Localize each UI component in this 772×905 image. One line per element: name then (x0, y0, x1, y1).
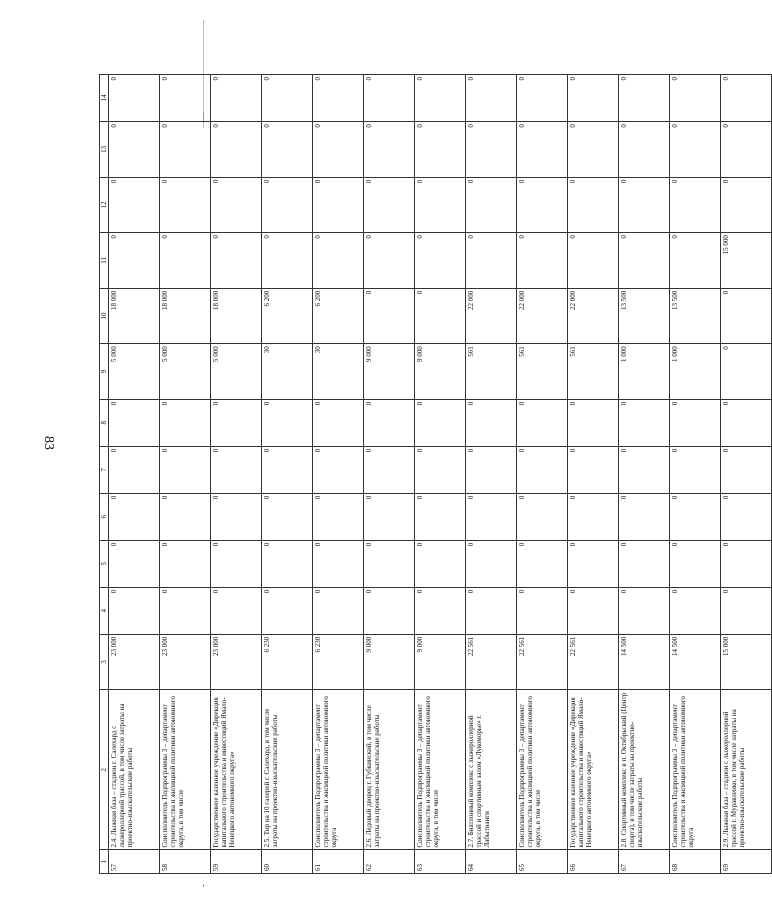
value-cell: 0 (619, 446, 670, 493)
row-name-cell: 2.8. Спортивный комплекс в п. Октябрьский (Центр спорта), в том числе затраты на проектно-изыскательские работы (619, 690, 670, 850)
value-cell: 0 (619, 540, 670, 587)
value-cell: 0 (262, 446, 313, 493)
value-cell: 0 (466, 587, 517, 634)
value-cell: 22 000 (568, 288, 619, 344)
row-number-cell: 62 (364, 850, 415, 874)
value-cell: 0 (568, 399, 619, 446)
value-cell: 0 (211, 75, 262, 122)
row-name-cell: Государственное казенное учреждение «Дирекция капитального строительства и инвестиций Ямало-Ненецкого автономного округа» (211, 690, 262, 850)
value-cell: 18 000 (160, 288, 211, 344)
value-cell: 561 (517, 344, 568, 400)
value-cell: 6 230 (313, 634, 364, 690)
row-number-cell: 66 (568, 850, 619, 874)
value-cell: 0 (466, 75, 517, 122)
value-cell: 0 (415, 288, 466, 344)
value-cell: 0 (721, 344, 772, 400)
value-cell: 0 (313, 75, 364, 122)
value-cell: 0 (313, 177, 364, 233)
value-cell: 0 (313, 122, 364, 178)
value-cell: 0 (160, 233, 211, 289)
row-name-cell: 2.6. Ледовый дворец г. Губкинский, в том числе затраты на проектно-изыскательские работы (364, 690, 415, 850)
column-number-row (100, 75, 109, 874)
value-cell: 0 (415, 177, 466, 233)
value-cell: 0 (109, 493, 160, 540)
value-cell: 0 (670, 493, 721, 540)
scan-dot-mark (203, 884, 204, 887)
row-number-cell: 57 (109, 850, 160, 874)
value-cell: 15 000 (721, 233, 772, 289)
row-number-cell: 64 (466, 850, 517, 874)
row-name-cell: Соисполнитель Подпрограммы 3 – департамент строительства и жилищной политики автономного округа, в том числе (160, 690, 211, 850)
value-cell: 22 000 (466, 288, 517, 344)
value-cell: 0 (670, 177, 721, 233)
value-cell: 0 (415, 399, 466, 446)
table-row (568, 75, 619, 874)
value-cell: 18 000 (211, 288, 262, 344)
value-cell: 0 (262, 122, 313, 178)
value-cell: 30 (262, 344, 313, 400)
value-cell: 0 (109, 233, 160, 289)
value-cell: 0 (262, 75, 313, 122)
value-cell: 0 (721, 540, 772, 587)
column-number-cell: 11 (100, 233, 109, 289)
value-cell: 0 (670, 399, 721, 446)
value-cell: 0 (160, 122, 211, 178)
value-cell: 0 (313, 587, 364, 634)
value-cell: 0 (109, 399, 160, 446)
value-cell: 0 (721, 587, 772, 634)
value-cell: 22 000 (517, 288, 568, 344)
value-cell: 0 (364, 177, 415, 233)
table-row (670, 75, 721, 874)
value-cell: 1 000 (670, 344, 721, 400)
value-cell: 0 (109, 540, 160, 587)
value-cell: 5 000 (109, 344, 160, 400)
value-cell: 6 200 (313, 288, 364, 344)
value-cell: 0 (262, 493, 313, 540)
column-number-cell: 8 (100, 399, 109, 446)
value-cell: 0 (517, 587, 568, 634)
column-number-cell: 2 (100, 690, 109, 850)
value-cell: 0 (670, 233, 721, 289)
value-cell: 0 (262, 177, 313, 233)
table-row (517, 75, 568, 874)
value-cell: 0 (619, 587, 670, 634)
value-cell: 5 000 (160, 344, 211, 400)
value-cell: 0 (517, 540, 568, 587)
budget-table (99, 74, 772, 874)
value-cell: 561 (466, 344, 517, 400)
value-cell: 0 (415, 75, 466, 122)
value-cell: 0 (160, 587, 211, 634)
value-cell: 14 500 (670, 634, 721, 690)
value-cell: 0 (568, 75, 619, 122)
value-cell: 9 000 (364, 634, 415, 690)
value-cell: 0 (364, 233, 415, 289)
value-cell: 0 (415, 446, 466, 493)
value-cell: 6 230 (262, 634, 313, 690)
value-cell: 0 (619, 177, 670, 233)
value-cell: 0 (568, 493, 619, 540)
value-cell: 0 (211, 122, 262, 178)
row-name-cell: 2.4. Лыжная база – стадион г. Салехард с лыжероллерной трассой, в том числе затраты на проектно-изыскательские работы (109, 690, 160, 850)
value-cell: 0 (517, 493, 568, 540)
value-cell: 0 (313, 399, 364, 446)
value-cell: 0 (517, 177, 568, 233)
row-number-cell: 68 (670, 850, 721, 874)
value-cell: 0 (517, 399, 568, 446)
value-cell: 0 (160, 75, 211, 122)
value-cell: 0 (313, 540, 364, 587)
value-cell: 23 000 (211, 634, 262, 690)
value-cell: 0 (313, 493, 364, 540)
value-cell: 0 (568, 540, 619, 587)
table-row (262, 75, 313, 874)
value-cell: 0 (415, 233, 466, 289)
value-cell: 0 (364, 446, 415, 493)
value-cell: 0 (619, 493, 670, 540)
value-cell: 0 (211, 399, 262, 446)
row-number-cell: 65 (517, 850, 568, 874)
column-number-cell: 10 (100, 288, 109, 344)
value-cell: 0 (568, 587, 619, 634)
value-cell: 0 (109, 75, 160, 122)
value-cell: 0 (721, 493, 772, 540)
row-number-cell: 60 (262, 850, 313, 874)
value-cell: 13 500 (619, 288, 670, 344)
value-cell: 0 (415, 493, 466, 540)
value-cell: 0 (568, 233, 619, 289)
value-cell: 0 (670, 540, 721, 587)
value-cell: 0 (364, 122, 415, 178)
value-cell: 30 (313, 344, 364, 400)
value-cell: 0 (568, 177, 619, 233)
value-cell: 0 (721, 122, 772, 178)
value-cell: 0 (109, 177, 160, 233)
value-cell: 0 (721, 177, 772, 233)
value-cell: 0 (364, 75, 415, 122)
column-number-cell: 12 (100, 177, 109, 233)
table-row (364, 75, 415, 874)
row-name-cell: Государственное казенное учреждение «Дирекция капитального строительства и инвестиций Ямало-Ненецкого автономного округа» (568, 690, 619, 850)
value-cell: 0 (466, 233, 517, 289)
value-cell: 0 (160, 446, 211, 493)
value-cell: 9 000 (415, 634, 466, 690)
value-cell: 0 (670, 75, 721, 122)
row-number-cell: 67 (619, 850, 670, 874)
value-cell: 0 (619, 122, 670, 178)
row-name-cell: 2.5. Тир на 10 галерей г. Салехард, в том числе затраты на проектно-изыскательские работы (262, 690, 313, 850)
value-cell: 1 000 (619, 344, 670, 400)
column-number-cell: 7 (100, 446, 109, 493)
value-cell: 15 000 (721, 634, 772, 690)
value-cell: 0 (211, 540, 262, 587)
column-number-cell: 4 (100, 587, 109, 634)
table-row (466, 75, 517, 874)
column-number-cell: 14 (100, 75, 109, 122)
value-cell: 0 (313, 446, 364, 493)
column-number-cell: 1 (100, 850, 109, 874)
value-cell: 0 (364, 399, 415, 446)
value-cell: 22 561 (466, 634, 517, 690)
page-number: 83 (41, 436, 56, 450)
value-cell: 0 (517, 75, 568, 122)
value-cell: 0 (364, 540, 415, 587)
value-cell: 5 000 (211, 344, 262, 400)
value-cell: 0 (211, 493, 262, 540)
table-row (109, 75, 160, 874)
value-cell: 0 (466, 122, 517, 178)
column-number-cell: 6 (100, 493, 109, 540)
value-cell: 0 (109, 587, 160, 634)
value-cell: 0 (160, 493, 211, 540)
value-cell: 0 (619, 233, 670, 289)
value-cell: 0 (109, 122, 160, 178)
row-number-cell: 69 (721, 850, 772, 874)
value-cell: 0 (313, 233, 364, 289)
value-cell: 0 (517, 122, 568, 178)
column-number-cell: 3 (100, 634, 109, 690)
value-cell: 0 (670, 446, 721, 493)
value-cell: 0 (619, 399, 670, 446)
table-row (619, 75, 670, 874)
column-number-cell: 5 (100, 540, 109, 587)
row-name-cell: Соисполнитель Подпрограммы 3 – департамент строительства и жилищной политики автономного округа (670, 690, 721, 850)
value-cell: 0 (262, 233, 313, 289)
table-row (415, 75, 466, 874)
value-cell: 0 (670, 587, 721, 634)
value-cell: 0 (364, 288, 415, 344)
value-cell: 0 (211, 233, 262, 289)
value-cell: 0 (517, 233, 568, 289)
value-cell: 0 (721, 446, 772, 493)
table-row (211, 75, 262, 874)
value-cell: 0 (466, 177, 517, 233)
value-cell: 0 (160, 540, 211, 587)
value-cell: 13 500 (670, 288, 721, 344)
value-cell: 0 (466, 540, 517, 587)
row-name-cell: Соисполнитель Подпрограммы 3 – департамент строительства и жилищной политики автономного округа, в том числе (415, 690, 466, 850)
value-cell: 23 000 (109, 634, 160, 690)
value-cell: 0 (415, 587, 466, 634)
value-cell: 0 (466, 446, 517, 493)
value-cell: 0 (109, 446, 160, 493)
value-cell: 0 (262, 540, 313, 587)
value-cell: 23 000 (160, 634, 211, 690)
value-cell: 14 500 (619, 634, 670, 690)
value-cell: 18 000 (109, 288, 160, 344)
value-cell: 9 000 (415, 344, 466, 400)
value-cell: 0 (721, 399, 772, 446)
value-cell: 0 (670, 122, 721, 178)
value-cell: 0 (568, 122, 619, 178)
value-cell: 0 (517, 446, 568, 493)
table-row (721, 75, 772, 874)
value-cell: 561 (568, 344, 619, 400)
row-number-cell: 58 (160, 850, 211, 874)
value-cell: 0 (364, 587, 415, 634)
row-number-cell: 63 (415, 850, 466, 874)
value-cell: 22 561 (517, 634, 568, 690)
value-cell: 0 (211, 587, 262, 634)
row-number-cell: 61 (313, 850, 364, 874)
table-row (160, 75, 211, 874)
value-cell: 9 000 (364, 344, 415, 400)
column-number-cell: 13 (100, 122, 109, 178)
value-cell: 22 561 (568, 634, 619, 690)
table-row (313, 75, 364, 874)
value-cell: 0 (721, 75, 772, 122)
value-cell: 0 (721, 288, 772, 344)
row-name-cell: 2.9. Лыжная база – стадион с лыжероллерной трассой г. Муравленко, в том числе затраты на проектно-изыскательские работы (721, 690, 772, 850)
value-cell: 0 (619, 75, 670, 122)
value-cell: 0 (568, 446, 619, 493)
rotated-table-container (99, 74, 772, 874)
value-cell: 0 (211, 177, 262, 233)
row-name-cell: 2.7. Биатлонный комплекс с лыжероллерной трассой и спортивным залом «Лукоморье» г. Лабытнанги (466, 690, 517, 850)
value-cell: 0 (364, 493, 415, 540)
value-cell: 0 (160, 399, 211, 446)
row-name-cell: Соисполнитель Подпрограммы 3 – департамент строительства и жилищной политики автономного округа (313, 690, 364, 850)
value-cell: 0 (415, 122, 466, 178)
value-cell: 0 (262, 399, 313, 446)
value-cell: 0 (466, 493, 517, 540)
value-cell: 0 (415, 540, 466, 587)
value-cell: 0 (211, 446, 262, 493)
row-number-cell: 59 (211, 850, 262, 874)
value-cell: 0 (160, 177, 211, 233)
row-name-cell: Соисполнитель Подпрограммы 3 – департамент строительства и жилищной политики автономного округа, в том числе (517, 690, 568, 850)
value-cell: 0 (466, 399, 517, 446)
value-cell: 0 (262, 587, 313, 634)
column-number-cell: 9 (100, 344, 109, 400)
value-cell: 6 200 (262, 288, 313, 344)
